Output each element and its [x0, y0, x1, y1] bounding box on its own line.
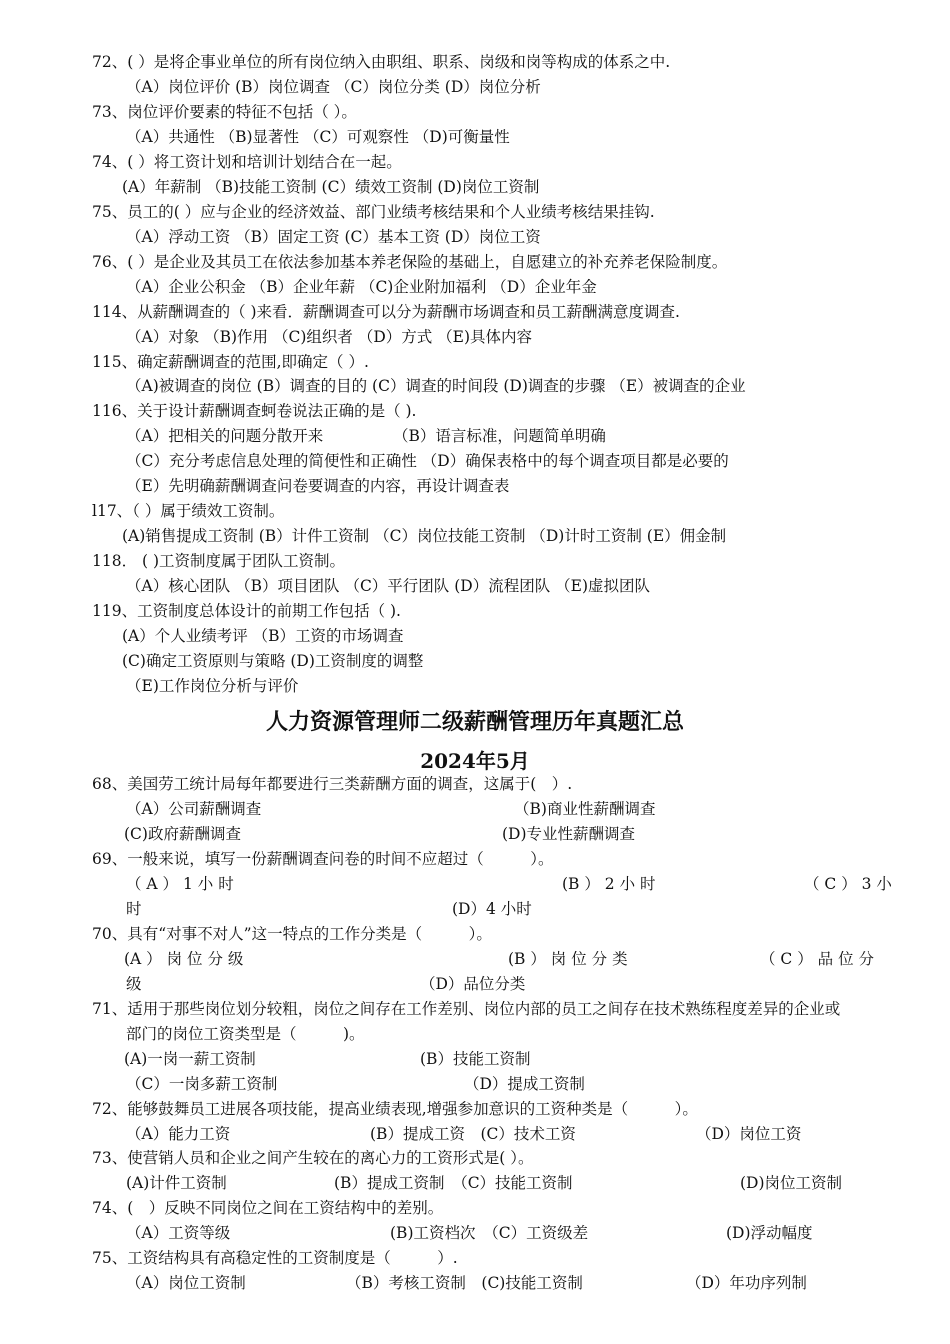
- question-line: 119、工资制度总体设计的前期工作包括（ ).: [92, 602, 401, 620]
- question-line: 75、工资结构具有高稳定性的工资制度是（ ）.: [92, 1249, 458, 1267]
- question-line: 70、具有“对事不对人”这一特点的工作分类是（ ）。: [92, 925, 492, 943]
- answer-option: (B ） 岗 位 分 类: [508, 950, 628, 968]
- answer-options: （A）把相关的问题分散开来 （B）语言标准，问题简单明确: [126, 427, 606, 445]
- answer-options: （A）企业公积金 （B）企业年薪 （C)企业附加福利 （D）企业年金: [126, 278, 597, 296]
- document-subtitle: 2024年5月: [420, 749, 530, 773]
- answer-options: (A）个人业绩考评 （B）工资的市场调查: [122, 627, 404, 645]
- answer-options: （E)工作岗位分析与评价: [126, 677, 299, 695]
- answer-option: （D）岗位工资: [696, 1125, 802, 1143]
- answer-options: （A）核心团队 （B）项目团队 （C）平行团队 (D）流程团队 （E)虚拟团队: [126, 577, 650, 595]
- question-line: 71、适用于那些岗位划分较粗，岗位之间存在工作差别、岗位内部的员工之间存在技术熟练程度差异的企业或: [92, 1000, 841, 1018]
- answer-options: （A）岗位评价 (B）岗位调查 （C）岗位分类 (D）岗位分析: [126, 78, 541, 96]
- answer-option: （ C ） 3 小: [804, 875, 892, 893]
- question-line: 116、关于设计薪酬调查蚵卷说法正确的是（ ).: [92, 402, 417, 420]
- answer-option: （ C ） 品 位 分: [760, 950, 874, 968]
- answer-option: (C)政府薪酬调查: [124, 825, 241, 843]
- answer-option: (B ） 2 小 时: [562, 875, 656, 893]
- answer-option-wrap: 级: [126, 975, 142, 993]
- answer-options: （E）先明确薪酬调查问卷要调查的内容，再设计调查表: [126, 477, 510, 495]
- question-line: 74、( ）将工资计划和培训计划结合在一起。: [92, 153, 402, 171]
- answer-options: (C)确定工资原则与策略 (D)工资制度的调整: [122, 652, 424, 670]
- answer-option: （A）能力工资: [126, 1125, 231, 1143]
- answer-option: (B）技能工资制: [420, 1050, 531, 1068]
- question-line: 76、( ）是企业及其员工在依法参加基本养老保险的基础上，自愿建立的补充养老保险制度。: [92, 253, 728, 271]
- answer-options: (A）年薪制 （B)技能工资制 (C）绩效工资制 (D)岗位工资制: [122, 178, 540, 196]
- answer-option: （C）一岗多薪工资制: [126, 1075, 278, 1093]
- answer-option: （A）岗位工资制: [126, 1274, 246, 1292]
- answer-options: （A）对象 （B)作用 （C)组织者 （D）方式 （E)具体内容: [126, 328, 533, 346]
- question-line: 115、确定薪酬调查的范围,即确定（ ）.: [92, 353, 369, 371]
- answer-option: (A)计件工资制: [126, 1174, 227, 1192]
- question-line: 72、能够鼓舞员工进展各项技能，提高业绩表现,增强参加意识的工资种类是（ ）。: [92, 1100, 698, 1118]
- question-line: 114、从薪酬调查的（ )来看．薪酬调查可以分为薪酬市场调查和员工薪酬满意度调查.: [92, 303, 680, 321]
- question-line: 75、员工的( ）应与企业的经济效益、部门业绩考核结果和个人业绩考核结果挂钩.: [92, 203, 655, 221]
- question-line: 69、一般来说，填写一份薪酬调查问卷的时间不应超过（ ）。: [92, 850, 554, 868]
- answer-option: (D)专业性薪酬调查: [502, 825, 636, 843]
- question-line: 68、美国劳工统计局每年都要进行三类薪酬方面的调查，这属于( ）.: [92, 775, 573, 793]
- question-line: 73、岗位评价要素的特征不包括（ ）。: [92, 103, 357, 121]
- question-line: 72、( ）是将企事业单位的所有岗位纳入由职组、职系、岗级和岗等构成的体系之中.: [92, 53, 671, 71]
- answer-options: （A）共通性 （B)显著性 （C）可观察性 （D)可衡量性: [126, 128, 510, 146]
- answer-option: （D）品位分类: [420, 975, 526, 993]
- answer-option: （ A ） 1 小 时: [126, 875, 234, 893]
- answer-option: (A ） 岗 位 分 级: [124, 950, 244, 968]
- answer-option: (B）提成工资制 （C）技能工资制: [334, 1174, 573, 1192]
- answer-option: (B)工资档次 （C）工资级差: [390, 1224, 589, 1242]
- answer-option: （A）工资等级: [126, 1224, 231, 1242]
- question-line: 118． ( )工资制度属于团队工资制。: [92, 552, 346, 570]
- answer-option: (B）提成工资 (C）技术工资: [370, 1125, 576, 1143]
- question-line: 部门的岗位工资类型是（ )。: [126, 1025, 365, 1043]
- answer-option: （D）提成工资制: [464, 1075, 585, 1093]
- answer-options: （A)被调查的岗位 (B）调查的目的 (C）调查的时间段 (D)调查的步骤 （E）被调查的企业: [126, 377, 746, 395]
- question-line: 74、( ）反映不同岗位之间在工资结构中的差别。: [92, 1199, 444, 1217]
- question-line: 73、使营销人员和企业之间产生较在的离心力的工资形式是( ）。: [92, 1149, 534, 1167]
- answer-options: （C）充分考虑信息处理的简便性和正确性 （D）确保表格中的每个调查项目都是必要的: [126, 452, 729, 470]
- answer-option: （B)商业性薪酬调查: [514, 800, 656, 818]
- answer-option: (A)一岗一薪工资制: [124, 1050, 256, 1068]
- answer-option: (D)浮动幅度: [726, 1224, 813, 1242]
- answer-option: (D）4 小时: [452, 900, 532, 918]
- document-title: 人力资源管理师二级薪酬管理历年真题汇总: [265, 709, 684, 735]
- question-line: l17、（ ）属于绩效工资制。: [92, 502, 285, 520]
- answer-option-wrap: 时: [126, 900, 142, 918]
- answer-option: （A）公司薪酬调查: [126, 800, 262, 818]
- answer-options: （A）浮动工资 （B）固定工资 (C）基本工资 (D）岗位工资: [126, 228, 541, 246]
- answer-option: (D)岗位工资制: [740, 1174, 843, 1192]
- answer-option: （D）年功序列制: [686, 1274, 807, 1292]
- answer-option: （B）考核工资制 (C)技能工资制: [346, 1274, 583, 1292]
- answer-options: (A)销售提成工资制 (B）计件工资制 （C）岗位技能工资制 （D)计时工资制 (E）佣金制: [122, 527, 727, 545]
